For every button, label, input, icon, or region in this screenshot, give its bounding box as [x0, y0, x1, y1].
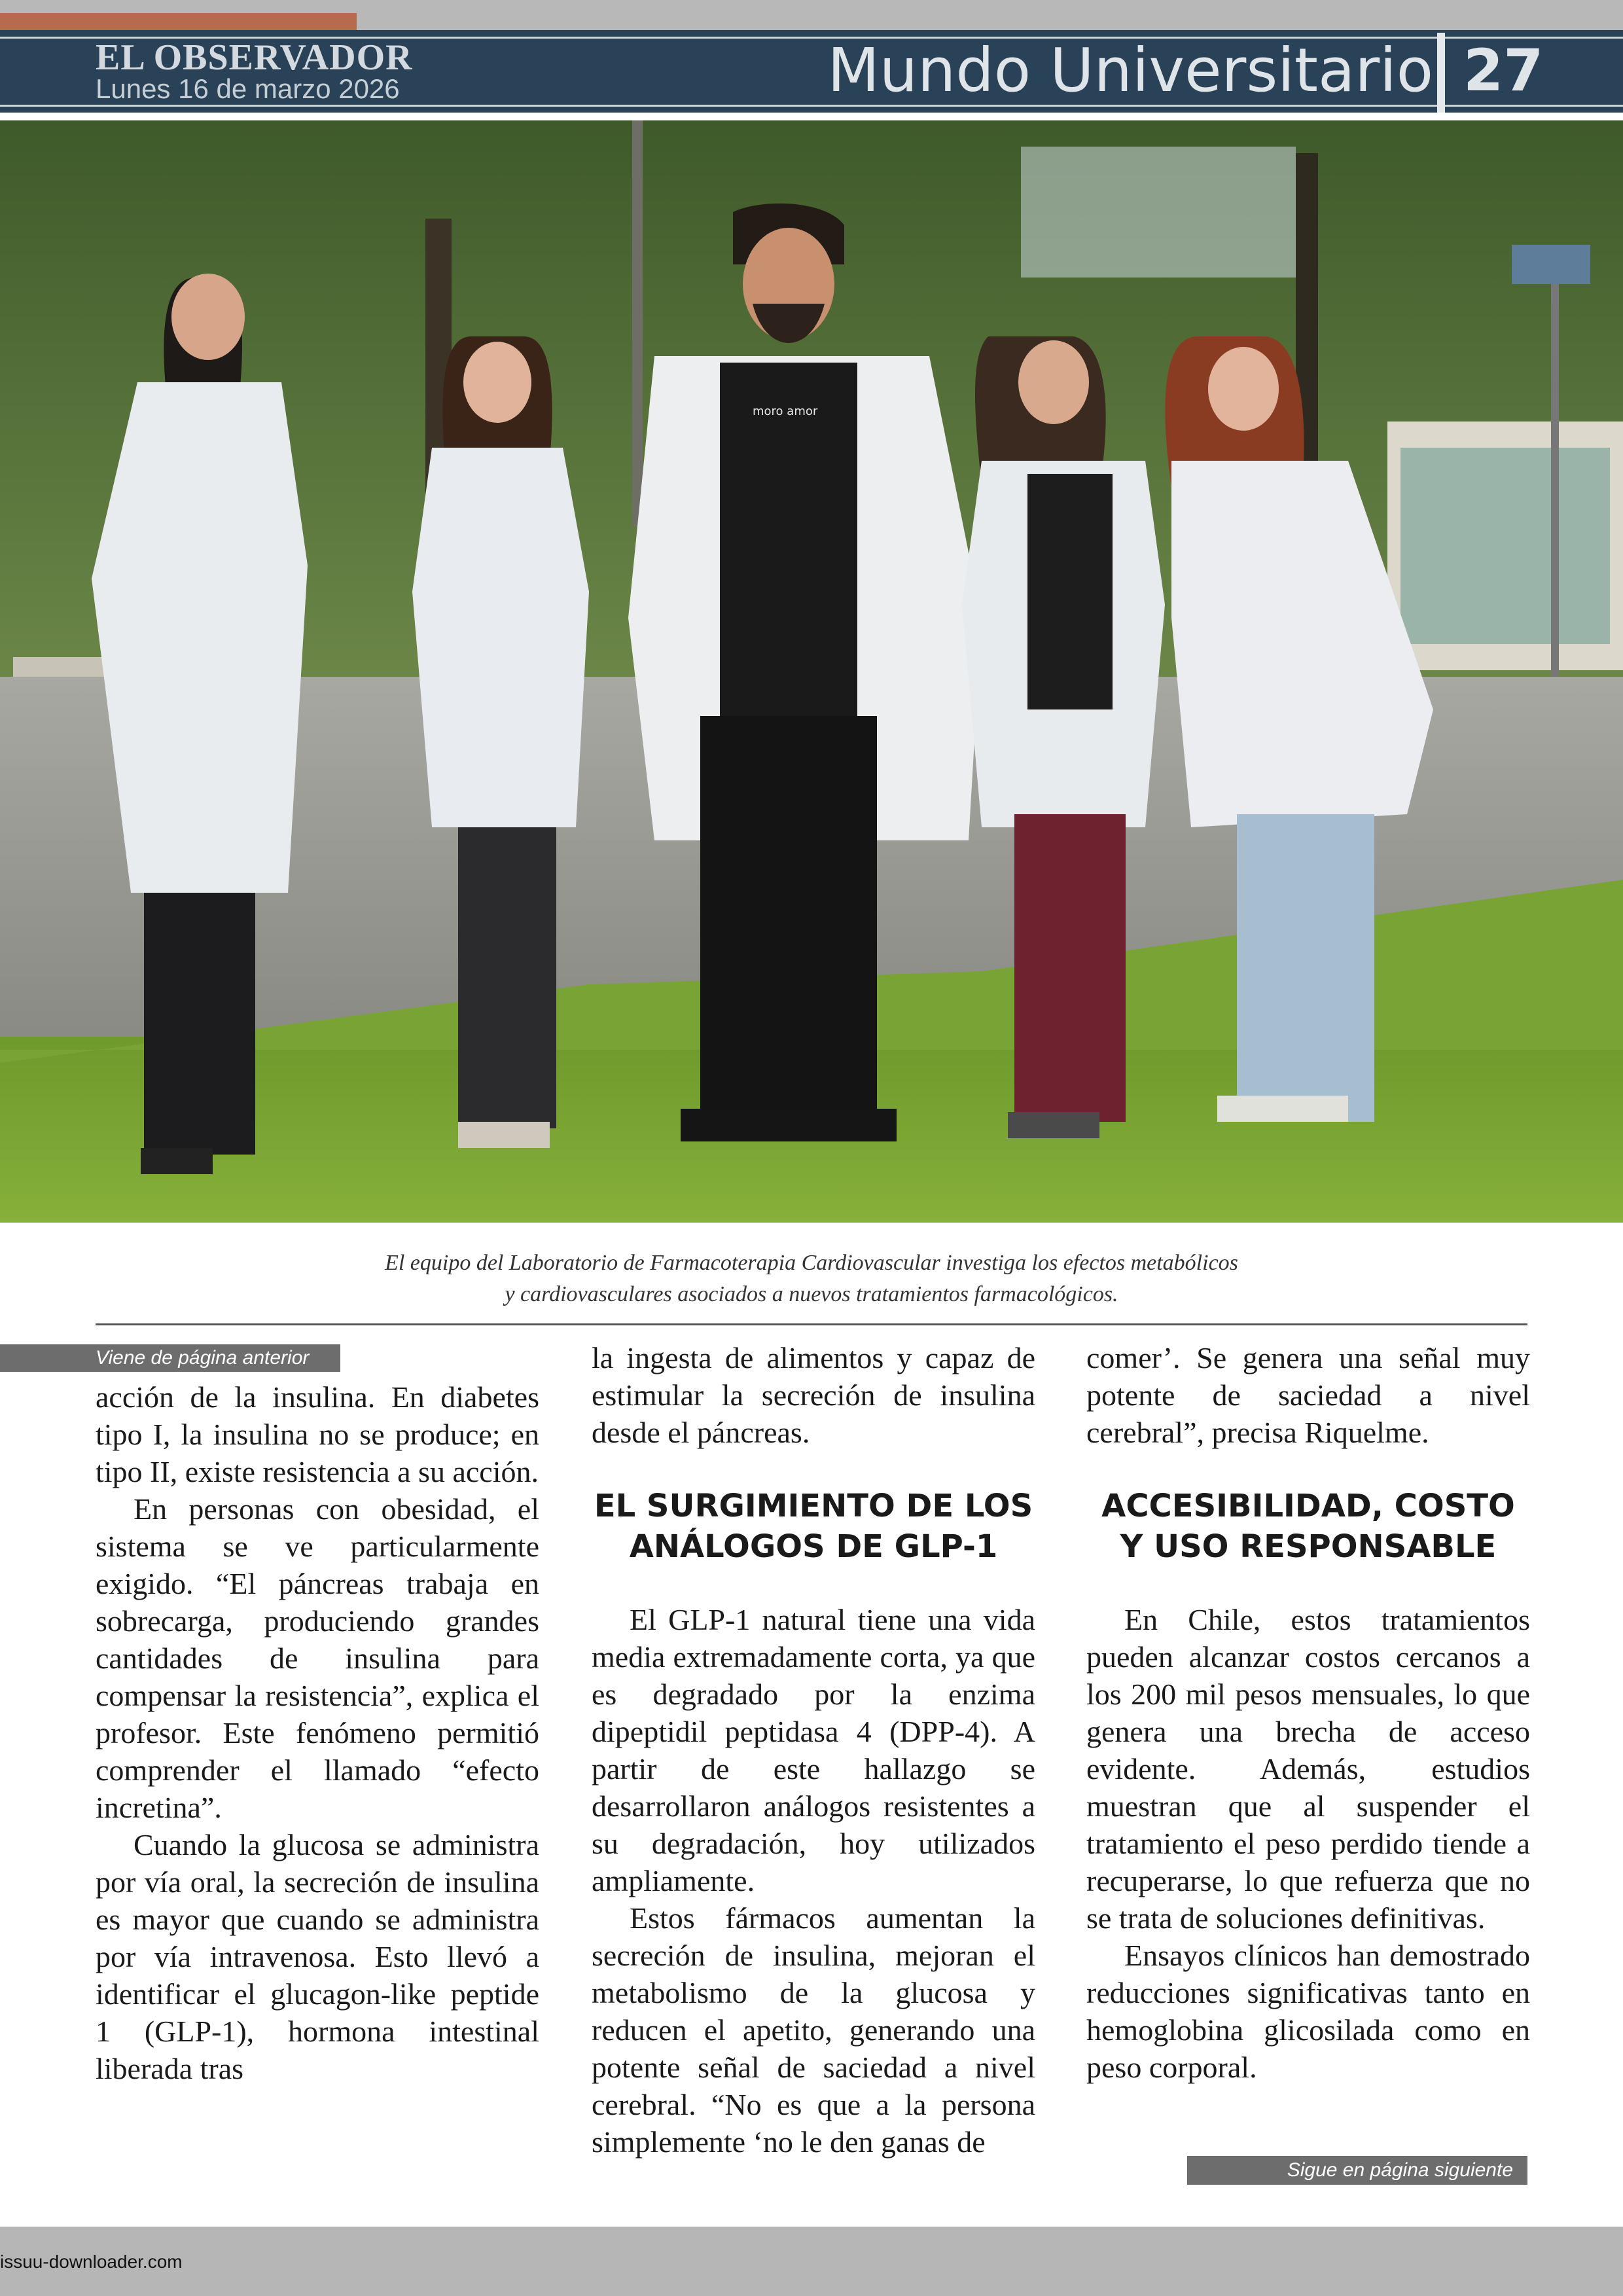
article-column-1: [96, 1378, 539, 2087]
photo-sky-patch: [1021, 147, 1296, 278]
paragraph: El GLP-1 natural tiene una vida media extremadamente corta, ya que es degradado por la enzima dipeptidil peptidasa 4 (DPP-4). A partir de este hallazgo se desarrollaron análogos resistentes a su degradación, hoy utilizados ampliamente.: [592, 1603, 1035, 1897]
issue-date: Lunes 16 de marzo 2026: [96, 73, 400, 104]
person-1-face: [171, 274, 245, 360]
subheading-line: ACCESIBILIDAD, COSTO: [1101, 1488, 1515, 1524]
person-3-shoes: [681, 1109, 897, 1141]
paragraph: Ensayos clínicos han demostrado reducciones significativas tanto en hemoglobina glicosilada como en peso corporal.: [1086, 1939, 1530, 2084]
continued-to-tag: Sigue en página siguiente: [1187, 2156, 1527, 2185]
person-4-face: [1018, 340, 1089, 424]
photo-lamppost: [1551, 284, 1559, 677]
accent-bar: [0, 13, 357, 30]
page-number: 27: [1463, 37, 1544, 104]
person-3-shirt-print: moro amor: [753, 404, 818, 418]
person-4-trousers: [1014, 814, 1126, 1122]
team-photo: [0, 120, 1623, 1223]
person-4-shoes: [1008, 1112, 1099, 1138]
paragraph: acción de la insulina. En diabetes tipo I, la insulina no se produce; en tipo II, existe resistencia a su acción.: [96, 1380, 539, 1488]
subheading-access: [1086, 1486, 1530, 1567]
photo-building-windows: [1400, 448, 1610, 644]
article-column-3-body: [1086, 1601, 1530, 2086]
person-1-lab-coat: [92, 382, 308, 893]
newspaper-name: EL OBSERVADOR: [96, 37, 413, 78]
continued-from-tag: Viene de página anterior: [0, 1344, 340, 1372]
header-divider: [1437, 33, 1445, 113]
caption-line-1: El equipo del Laboratorio de Farmacoterapia Cardiovascular investiga los efectos metabólicos: [385, 1251, 1238, 1275]
person-2-lab-coat: [412, 448, 589, 827]
photo-lamppost: [632, 120, 643, 526]
caption-line-2: y cardiovasculares asociados a nuevos tratamientos farmacológicos.: [505, 1282, 1118, 1306]
section-title: Mundo Universitario: [827, 35, 1433, 105]
photo-caption: [96, 1247, 1527, 1310]
subheading-line: EL SURGIMIENTO DE LOS: [594, 1488, 1033, 1524]
subheading-line: ANÁLOGOS DE GLP-1: [629, 1528, 998, 1565]
person-5-face: [1208, 347, 1279, 431]
paragraph: En personas con obesidad, el sistema se ve particularmente exigido. “El páncreas trabaja en sobrecarga, produciendo grandes cantidades de insulina para compensar la resistencia”, explica el profesor. Este fenómeno permitió comprender el llamado “efecto incretina”.: [96, 1492, 539, 1824]
footer-source: issuu-downloader.com: [0, 2251, 183, 2272]
photo-solar-panel: [1512, 245, 1590, 284]
person-2-face: [463, 342, 531, 423]
person-1-shoes: [141, 1148, 213, 1174]
paragraph: comer’. Se genera una señal muy potente de saciedad a nivel cerebral”, precisa Riquelme.: [1086, 1341, 1530, 1449]
caption-rule: [96, 1323, 1527, 1325]
person-3-trousers: [700, 716, 877, 1122]
footer-bar: [0, 2227, 1623, 2296]
person-4-top: [1027, 474, 1113, 709]
person-1-trousers: [144, 893, 255, 1155]
subheading-glp1: [592, 1486, 1035, 1567]
person-5-shoes: [1217, 1096, 1348, 1122]
paragraph: la ingesta de alimentos y capaz de estimular la secreción de insulina desde el páncreas.: [592, 1341, 1035, 1449]
paragraph: Cuando la glucosa se administra por vía oral, la secreción de insulina es mayor que cuando se administra por vía intravenosa. Esto llevó a identificar el glucagon-like peptide 1 (GLP-1), hormona intestinal liberada tras: [96, 1828, 539, 2085]
subheading-line: Y USO RESPONSABLE: [1120, 1528, 1497, 1565]
person-5-jeans: [1237, 814, 1374, 1122]
article-column-3-top: [1086, 1339, 1530, 1451]
person-2-shoes: [458, 1122, 550, 1148]
person-2-trousers: [458, 827, 556, 1128]
article-column-2-top: [592, 1339, 1035, 1451]
paragraph: Estos fármacos aumentan la secreción de insulina, mejoran el metabolismo de la glucosa y reducen el apetito, generando una potente señal de saciedad a nivel cerebral. “No es que a la persona simplemente ‘no le den ganas de: [592, 1901, 1035, 2159]
article-column-2-body: [592, 1601, 1035, 2161]
paragraph: En Chile, estos tratamientos pueden alcanzar costos cercanos a los 200 mil pesos mensuales, lo que genera una brecha de acceso evidente. Además, estudios muestran que al suspender el tratamiento el peso perdido tiende a recuperarse, lo que refuerza que no se trata de soluciones definitivas.: [1086, 1603, 1530, 1935]
